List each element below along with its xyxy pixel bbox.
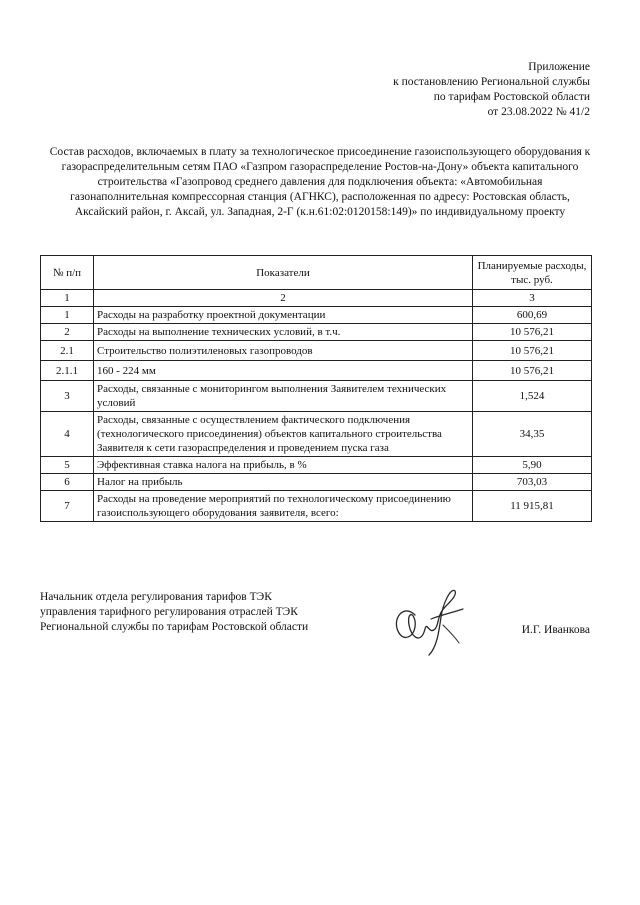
table-row: [41, 491, 592, 522]
table-header-row: [41, 256, 592, 290]
header-value-line: Планируемые расходы,: [477, 259, 587, 272]
title-line: газораспределительным сетям ПАО «Газпром газораспределение Ростов-на-Дону» объекта капитального: [61, 161, 579, 173]
row-num: 7: [41, 491, 94, 522]
row-name: Расходы, связанные с мониторингом выполнения Заявителем технических условий: [94, 381, 473, 412]
header-value: [473, 256, 592, 290]
row-value: 10 576,21: [473, 341, 592, 361]
table-row: [41, 474, 592, 491]
column-number: 1: [41, 290, 94, 307]
row-num: 4: [41, 412, 94, 457]
title-line: Состав расходов, включаемых в плату за технологическое присоединение газоиспользующего оборудования к: [49, 146, 591, 158]
appendix-line: к постановлению Региональной службы: [393, 76, 590, 88]
table-row: [41, 341, 592, 361]
appendix-line: по тарифам Ростовской области: [433, 91, 590, 103]
table-row: [41, 324, 592, 341]
row-value: 10 576,21: [473, 324, 592, 341]
appendix-header: [393, 60, 590, 120]
row-num: 6: [41, 474, 94, 491]
row-name: Налог на прибыль: [94, 474, 473, 491]
table-row: [41, 381, 592, 412]
appendix-line: Приложение: [528, 61, 590, 73]
row-num: 2.1: [41, 341, 94, 361]
document-title: [40, 145, 600, 220]
signatory-position: [40, 590, 308, 635]
title-line: газонаполнительная компрессорная станция (АГНКС), расположенная по адресу: Ростовская область,: [70, 191, 570, 203]
table-row: [41, 457, 592, 474]
row-name: Расходы, связанные с осуществлением фактического подключения (технологического присоединения) объектов капитального строительства Заявителя к сети газораспределения и проведением пуска газа: [94, 412, 473, 457]
title-line: Аксайский район, г. Аксай, ул. Западная, 2-Г (к.н.61:02:0120158:149)» по индивидуальному проекту: [74, 206, 566, 218]
row-name: Расходы на выполнение технических условий, в т.ч.: [94, 324, 473, 341]
row-value: 10 576,21: [473, 361, 592, 381]
signatory-line: Начальник отдела регулирования тарифов ТЭК: [40, 591, 272, 603]
signatory-line: Региональной службы по тарифам Ростовской области: [40, 621, 309, 633]
header-num: № п/п: [41, 256, 94, 290]
row-num: 2: [41, 324, 94, 341]
signer-name: И.Г. Иванкова: [521, 624, 590, 636]
row-value: 600,69: [473, 307, 592, 324]
appendix-date: от 23.08.2022 № 41/2: [487, 106, 590, 118]
table-row: [41, 307, 592, 324]
table-row: [41, 361, 592, 381]
row-value: 703,03: [473, 474, 592, 491]
header-value-line: тыс. руб.: [511, 273, 553, 286]
column-numbers-row: [41, 290, 592, 307]
column-number: 2: [94, 290, 473, 307]
row-name: Расходы на разработку проектной документации: [94, 307, 473, 324]
row-value: 34,35: [473, 412, 592, 457]
title-line: строительства «Газопровод среднего давления для подключения объекта: «Автомобильная: [97, 176, 543, 188]
costs-table: [40, 255, 592, 522]
row-name: 160 - 224 мм: [94, 361, 473, 381]
row-num: 1: [41, 307, 94, 324]
row-num: 5: [41, 457, 94, 474]
column-number: 3: [473, 290, 592, 307]
row-name: Эффективная ставка налога на прибыль, в %: [94, 457, 473, 474]
signatory-line: управления тарифного регулирования отраслей ТЭК: [40, 606, 298, 618]
row-num: 3: [41, 381, 94, 412]
header-name: Показатели: [94, 256, 473, 290]
table-row: [41, 412, 592, 457]
row-name: Строительство полиэтиленовых газопроводов: [94, 341, 473, 361]
row-value: 5,90: [473, 457, 592, 474]
handwritten-signature: [385, 585, 485, 660]
row-num: 2.1.1: [41, 361, 94, 381]
row-value: 11 915,81: [473, 491, 592, 522]
row-name: Расходы на проведение мероприятий по технологическому присоединению газоиспользующего оборудования заявителя, всего:: [94, 491, 473, 522]
row-value: 1,524: [473, 381, 592, 412]
